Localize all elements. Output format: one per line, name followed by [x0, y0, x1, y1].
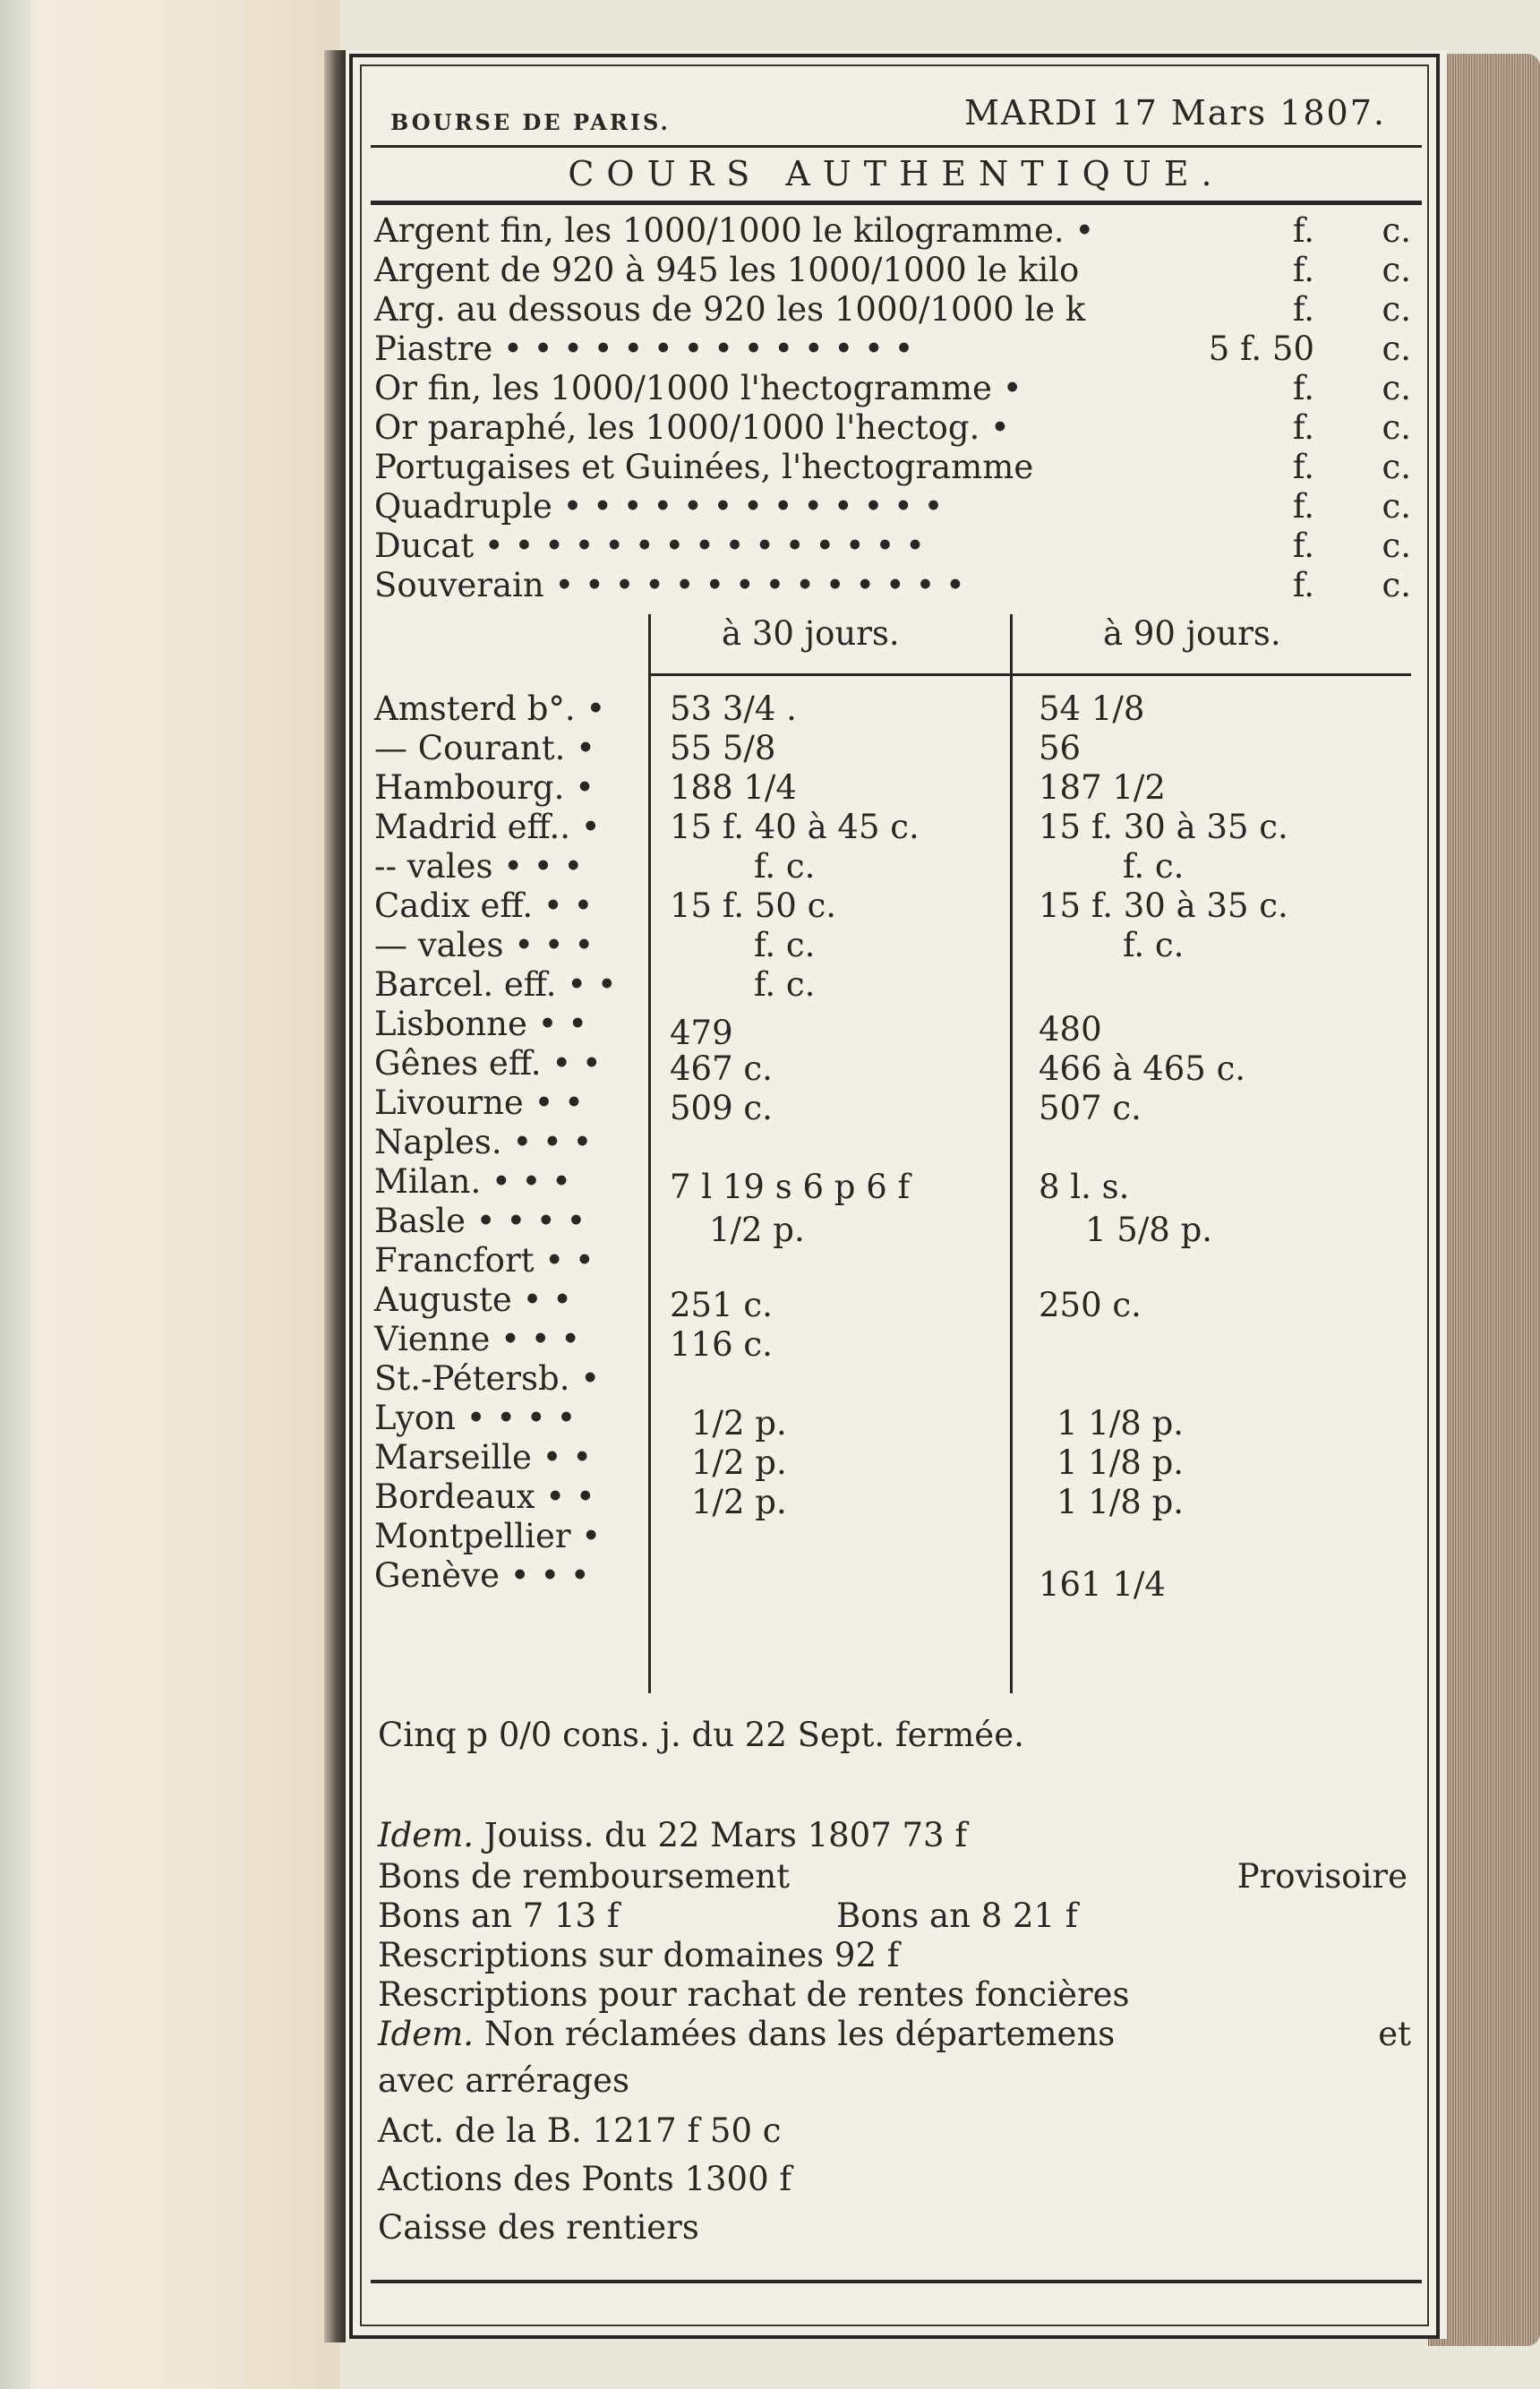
rescriptions-rachat-line: Rescriptions pour rachat de rentes foncières [378, 1975, 1130, 2014]
place-name: Cadix eff. • • [374, 886, 594, 925]
rate-30-days: 188 1/4 [670, 768, 797, 807]
rate-30-days: 467 c. [670, 1049, 773, 1088]
header-left: BOURSE DE PARIS. [390, 109, 671, 135]
provisoire-label: Provisoire [1236, 1857, 1407, 1896]
place-name: Auguste • • [374, 1280, 572, 1319]
page-title: COURS AUTHENTIQUE. [568, 154, 1225, 193]
rescriptions-domaines-line: Rescriptions sur domaines 92 f [378, 1936, 900, 1974]
rate-90-days: 507 c. [1039, 1089, 1142, 1127]
bons-an-8-line: Bons an 8 21 f [836, 1897, 1078, 1935]
rate-90-days: 15 f. 30 à 35 c. [1039, 808, 1288, 846]
right-page [346, 50, 1447, 2339]
book-gutter [324, 50, 346, 2342]
actions-ponts-line: Actions des Ponts 1300 f [378, 2160, 792, 2198]
place-name: Bordeaux • • [374, 1477, 595, 1516]
place-name: Vienne • • • [374, 1320, 581, 1358]
rate-90-days: f. c. [1123, 926, 1185, 964]
rate-30-days: f. c. [754, 847, 816, 886]
place-name: -- vales • • • [374, 847, 584, 886]
metal-row: Piastre • • • • • • • • • • • • • • 5 f. 50 c. [374, 330, 1411, 368]
rate-90-days: 15 f. 30 à 35 c. [1039, 886, 1288, 925]
header-date: MARDI 17 Mars 1807. [963, 93, 1386, 133]
metal-row: Or paraphé, les 1000/1000 l'hectog. • f. c. [374, 408, 1411, 447]
place-name: — Courant. • [374, 729, 595, 767]
rate-30-days: 55 5/8 [670, 729, 776, 767]
rate-90-days: 1 1/8 p. [1057, 1483, 1185, 1521]
metal-row: Quadruple • • • • • • • • • • • • • f. c. [374, 487, 1411, 526]
metal-row: Portugaises et Guinées, l'hectogramme f. c. [374, 448, 1411, 486]
rate-30-days: 1/2 p. [691, 1443, 787, 1482]
fore-edge [0, 0, 30, 2389]
metal-row: Argent de 920 à 945 les 1000/1000 le kilo f. c. [374, 251, 1411, 289]
rate-30-days: 1/2 p. [709, 1211, 805, 1249]
place-name: Milan. • • • [374, 1162, 571, 1201]
rate-90-days: 250 c. [1039, 1286, 1142, 1324]
rate-90-days: 56 [1039, 729, 1082, 767]
rate-30-days: 15 f. 40 à 45 c. [670, 808, 920, 846]
place-name: Montpellier • [374, 1517, 602, 1555]
rate-30-days: f. c. [754, 965, 816, 1004]
rate-90-days: 1 5/8 p. [1085, 1211, 1213, 1249]
place-name: Gênes eff. • • [374, 1044, 602, 1083]
place-name: Barcel. eff. • • [374, 965, 617, 1004]
arrerages-line: avec arrérages [378, 2061, 629, 2100]
rate-30-days: 116 c. [670, 1325, 773, 1364]
column-divider-right [1010, 614, 1013, 1693]
footer-rule [371, 2280, 1422, 2283]
title-rule [371, 201, 1422, 205]
place-name: Lisbonne • • [374, 1005, 588, 1043]
header-rule [371, 145, 1422, 148]
rate-90-days: f. c. [1123, 847, 1185, 886]
place-name: Basle • • • • [374, 1202, 586, 1240]
bons-remboursement-line: Bons de remboursement [378, 1857, 791, 1896]
et-label: et [1378, 2015, 1411, 2053]
rate-90-days: 54 1/8 [1039, 689, 1145, 728]
rate-90-days: 161 1/4 [1039, 1565, 1166, 1604]
actions-banque-line: Act. de la B. 1217 f 50 c [378, 2111, 782, 2150]
place-name: St.-Pétersb. • [374, 1359, 601, 1398]
place-name: Lyon • • • • [374, 1399, 577, 1437]
col90-rule [1012, 673, 1411, 676]
metal-row: Ducat • • • • • • • • • • • • • • • f. c. [374, 527, 1411, 565]
rate-30-days: 251 c. [670, 1286, 773, 1324]
rate-30-days: 7 l 19 s 6 p 6 f [670, 1168, 911, 1206]
cinq-pour-cent-line: Cinq p 0/0 cons. j. du 22 Sept. fermée. [378, 1716, 1024, 1754]
place-name: Marseille • • [374, 1438, 593, 1477]
place-name: Madrid eff.. • [374, 808, 601, 846]
rate-30-days: 1/2 p. [691, 1404, 787, 1443]
col-header-30-days: à 30 jours. [722, 614, 900, 653]
idem-non-reclamees-line: Idem. Non réclamées dans les départemens [378, 2015, 1116, 2053]
left-blank-page [0, 0, 340, 2389]
rate-30-days: 53 3/4 . [670, 689, 797, 728]
metal-row: Argent fin, les 1000/1000 le kilogramme. • f. c. [374, 211, 1411, 250]
place-name: — vales • • • [374, 926, 595, 964]
rate-30-days: 1/2 p. [691, 1483, 787, 1521]
bons-an-7-line: Bons an 7 13 f [378, 1897, 620, 1935]
rate-30-days: f. c. [754, 926, 816, 964]
place-name: Naples. • • • [374, 1123, 593, 1161]
metal-row: Or fin, les 1000/1000 l'hectogramme • f. c. [374, 369, 1411, 407]
place-name: Genève • • • [374, 1556, 590, 1595]
caisse-rentiers-line: Caisse des rentiers [378, 2208, 699, 2247]
rate-90-days: 466 à 465 c. [1039, 1049, 1246, 1088]
rate-30-days: 479 [670, 1014, 733, 1052]
rate-90-days: 1 1/8 p. [1057, 1404, 1185, 1443]
rate-90-days: 8 l. s. [1039, 1168, 1130, 1206]
metal-row: Arg. au dessous de 920 les 1000/1000 le k f. c. [374, 290, 1411, 329]
idem-jouissance-line: Idem. Jouiss. du 22 Mars 1807 73 f [378, 1816, 968, 1854]
rate-30-days: 509 c. [670, 1089, 773, 1127]
place-name: Hambourg. • [374, 768, 595, 807]
rate-90-days: 1 1/8 p. [1057, 1443, 1185, 1482]
rate-90-days: 480 [1039, 1010, 1102, 1049]
rate-30-days: 15 f. 50 c. [670, 886, 837, 925]
place-name: Amsterd b°. • [374, 689, 606, 728]
place-name: Livourne • • [374, 1083, 584, 1122]
rate-90-days: 187 1/2 [1039, 768, 1166, 807]
metal-row: Souverain • • • • • • • • • • • • • • f. c. [374, 566, 1411, 604]
col-header-90-days: à 90 jours. [1103, 614, 1281, 653]
place-name: Francfort • • [374, 1241, 595, 1280]
